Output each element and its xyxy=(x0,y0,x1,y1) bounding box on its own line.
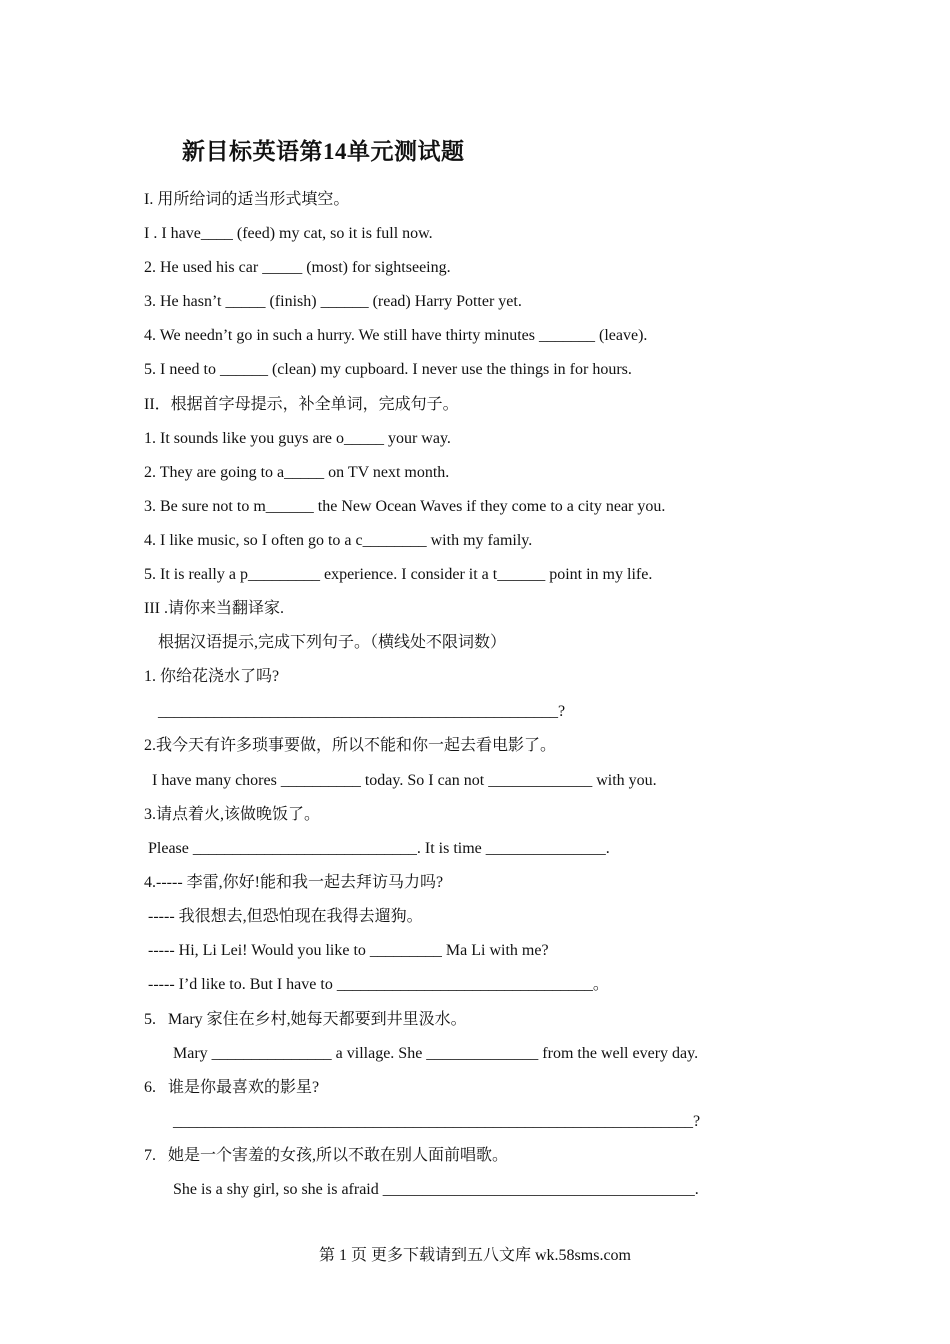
q7-english: She is a shy girl, so she is afraid _______________________________________. xyxy=(173,1181,699,1198)
section1-item-4: 4. We needn’t go in such a hurry. We still have thirty minutes _______ (leave). xyxy=(144,327,648,344)
section1-item-5: 5. I need to ______ (clean) my cupboard. I never use the things in for hours. xyxy=(144,361,632,378)
section3-heading: III .请你来当翻译家. xyxy=(144,600,284,617)
q1-answer-line: __________________________________________________? xyxy=(158,703,566,720)
page-footer: 第 1 页 更多下载请到五八文库 wk.58sms.com xyxy=(318,1247,631,1264)
q2-english: I have many chores __________ today. So I can not _____________ with you. xyxy=(152,772,657,789)
q7-chinese: 7. 她是一个害羞的女孩,所以不敢在别人面前唱歌。 xyxy=(144,1147,509,1164)
q6-chinese: 6. 谁是你最喜欢的影星? xyxy=(144,1079,320,1096)
section2-item-1: 1. It sounds like you guys are o_____ your way. xyxy=(144,430,451,447)
q1-chinese: 1. 你给花浇水了吗? xyxy=(144,668,280,685)
q4-english-b: ----- I’d like to. But I have to ________________________________。 xyxy=(148,976,609,993)
section2-item-2: 2. They are going to a_____ on TV next month. xyxy=(144,464,450,481)
q4-chinese-a: 4.----- 李雷,你好!能和我一起去拜访马力吗? xyxy=(144,874,444,891)
q2-chinese: 2.我今天有许多琐事要做，所以不能和你一起去看电影了。 xyxy=(144,737,557,754)
q4-chinese-b: ----- 我很想去,但恐怕现在我得去遛狗。 xyxy=(148,908,423,925)
q3-chinese: 3.请点着火,该做晚饭了。 xyxy=(144,806,321,823)
section2-item-5: 5. It is really a p_________ experience. I consider it a t______ point in my life. xyxy=(144,566,653,583)
section1-item-2: 2. He used his car _____ (most) for sightseeing. xyxy=(144,259,451,276)
q4-english-a: ----- Hi, Li Lei! Would you like to _________ Ma Li with me? xyxy=(148,942,549,959)
q5-chinese: 5. Mary 家住在乡村,她每天都要到井里汲水。 xyxy=(144,1011,467,1028)
q5-english: Mary _______________ a village. She ______________ from the well every day. xyxy=(173,1045,699,1062)
q6-answer-line: _________________________________________________________________? xyxy=(173,1113,701,1130)
section2-item-4: 4. I like music, so I often go to a c________ with my family. xyxy=(144,532,533,549)
section1-heading: I. 用所给词的适当形式填空。 xyxy=(144,191,350,208)
section1-item-3: 3. He hasn’t _____ (finish) ______ (read) Harry Potter yet. xyxy=(144,293,522,310)
q3-english: Please ____________________________. It is time _______________. xyxy=(148,840,610,857)
page-title: 新目标英语第14单元测试题 xyxy=(182,139,465,164)
section2-item-3: 3. Be sure not to m______ the New Ocean Waves if they come to a city near you. xyxy=(144,498,666,515)
section2-heading: II．根据首字母提示，补全单词，完成句子。 xyxy=(144,396,459,413)
section1-item-1: I . I have____ (feed) my cat, so it is full now. xyxy=(144,225,433,242)
section3-subheading: 根据汉语提示,完成下列句子。（横线处不限词数） xyxy=(158,634,507,651)
